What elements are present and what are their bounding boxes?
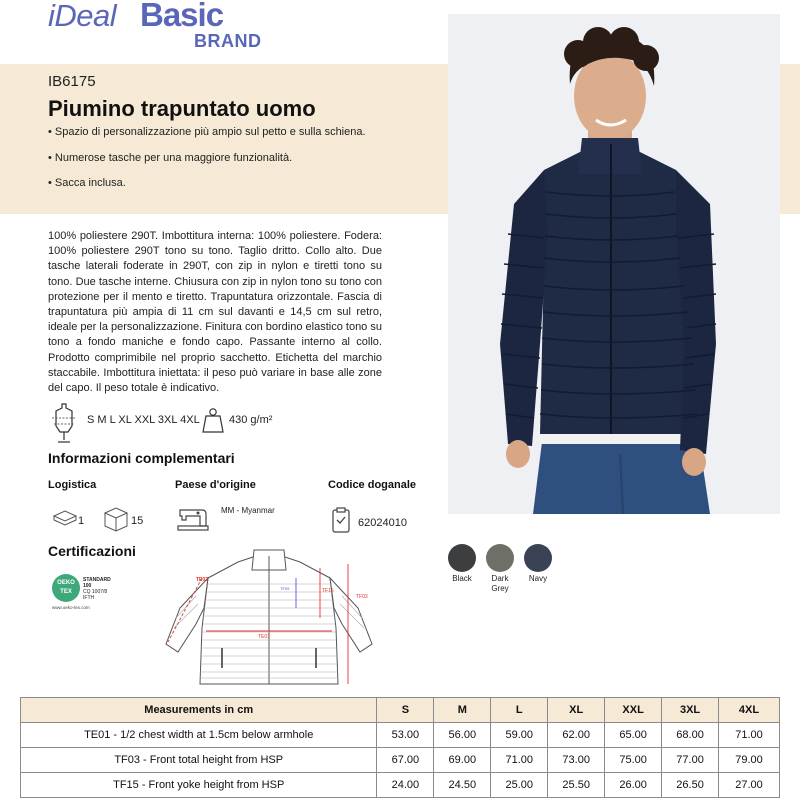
swatch-dark-grey <box>486 544 514 572</box>
table-row <box>21 773 780 798</box>
standard-line: 100 <box>83 583 92 589</box>
oeko-tex-logo <box>52 574 80 602</box>
product-photo <box>448 14 780 514</box>
col-header: 3XL <box>662 698 719 723</box>
table-cell: 56.00 <box>434 723 491 748</box>
table-cell: 62.00 <box>548 723 605 748</box>
col-header: XL <box>548 698 605 723</box>
customs-clipboard-icon <box>331 506 351 534</box>
row-label: TF03 - Front total height from HSP <box>21 748 377 773</box>
origin-label: Paese d'origine <box>175 479 256 491</box>
table-cell: 73.00 <box>548 748 605 773</box>
table-cell: 65.00 <box>605 723 662 748</box>
product-description: 100% poliestere 290T. Imbottitura interna: 100% poliestere. Fodera: 100% poliestere 290T tono su tono. Taglio dritto. Collo alto. Due tasche laterali foderate in 290T, con zip in nylon e tiretti tono su tono. Due tasche interne. Chiusura con zip in nylon tono su tono con protezione per il mento e tiretto. Trapuntatura orizzontale. Fascia di trapuntatura più ampia di 11 cm sul davanti e 14,5 cm sul retro, ideale per la personalizzazione. Finitura con bordino elastico tono su tono a fondo maniche e fondo capo. Passante interno al collo. Prodotto comprimibile nel proprio sacchetto. Etichetta del marchio staccabile. Imbottitura iniettata: il peso può variare in base alle zone del capo. Il peso totale è indicativo. <box>48 230 382 395</box>
oeko-tex-standard <box>83 577 123 601</box>
product-title: Piumino trapuntato uomo <box>48 96 316 121</box>
table-row <box>21 723 780 748</box>
feature-item: • Spazio di personalizzazione più ampio sul petto e sulla schiena. <box>48 126 366 138</box>
feature-item: • Sacca inclusa. <box>48 177 126 189</box>
jacket-technical-drawing <box>160 548 378 688</box>
logistics-label: Logistica <box>48 479 97 491</box>
table-cell: 53.00 <box>377 723 434 748</box>
table-row <box>21 748 780 773</box>
customs-label: Codice doganale <box>328 479 417 491</box>
brand-logo <box>48 0 268 56</box>
logo-ideal-text: iDeal <box>48 0 117 33</box>
standard-line: IFTH <box>83 595 95 601</box>
customs-value: 62024010 <box>358 517 407 529</box>
te01-label: TE01 <box>258 634 270 640</box>
table-cell: 25.00 <box>491 773 548 798</box>
tf09-label: TF09 <box>280 586 290 591</box>
table-cell: 71.00 <box>719 723 780 748</box>
standard-line: STANDARD <box>83 577 111 583</box>
col-header: S <box>377 698 434 723</box>
fabric-weight: 430 g/m² <box>229 414 273 426</box>
table-cell: 59.00 <box>491 723 548 748</box>
model-jacket-illustration <box>448 14 780 514</box>
table-cell: 71.00 <box>491 748 548 773</box>
sewing-machine-icon <box>176 504 210 532</box>
measurements-table <box>20 697 780 798</box>
col-header: Measurements in cm <box>21 698 377 723</box>
table-cell: 26.00 <box>605 773 662 798</box>
col-header: L <box>491 698 548 723</box>
logo-brand-text: BRAND <box>194 31 262 51</box>
tf15-label: TF15 <box>322 588 334 594</box>
single-pack-qty: 1 <box>78 515 85 527</box>
swatch-black <box>448 544 476 572</box>
col-header: 4XL <box>719 698 780 723</box>
col-header: M <box>434 698 491 723</box>
table-cell: 67.00 <box>377 748 434 773</box>
row-label: TF15 - Front yoke height from HSP <box>21 773 377 798</box>
swatch-label: Dark Grey <box>491 574 509 593</box>
weight-icon <box>201 406 225 434</box>
mannequin-icon <box>50 402 78 444</box>
carton-qty: 15 <box>131 515 144 527</box>
origin-value: MM - Myanmar <box>221 506 275 515</box>
cert-heading: Certificazioni <box>48 543 136 559</box>
table-cell: 26.50 <box>662 773 719 798</box>
oeko-tex-url: www.oeko-tex.com <box>52 605 90 610</box>
carton-box-icon <box>102 505 130 533</box>
info-heading: Informazioni complementari <box>48 450 235 466</box>
logo-basic-text: Basic <box>140 0 224 33</box>
standard-line: CQ 1007/8 <box>83 589 108 595</box>
product-code: IB6175 <box>48 73 96 90</box>
table-cell: 77.00 <box>662 748 719 773</box>
col-header: XXL <box>605 698 662 723</box>
table-cell: 79.00 <box>719 748 780 773</box>
single-pack-icon <box>52 508 78 526</box>
size-range: S M L XL XXL 3XL 4XL <box>87 414 200 426</box>
swatch-navy <box>524 544 552 572</box>
tf03-label: TF03 <box>356 594 368 600</box>
row-label: TE01 - 1/2 chest width at 1.5cm below armhole <box>21 723 377 748</box>
table-cell: 27.00 <box>719 773 780 798</box>
table-cell: 68.00 <box>662 723 719 748</box>
table-cell: 69.00 <box>434 748 491 773</box>
oeko-tex-logo-text: OEKO TEX <box>57 580 75 595</box>
swatch-label: Navy <box>528 574 548 583</box>
table-cell: 24.00 <box>377 773 434 798</box>
swatch-label: Black <box>452 574 472 583</box>
feature-item: • Numerose tasche per una maggiore funzionalità. <box>48 152 293 164</box>
table-cell: 25.50 <box>548 773 605 798</box>
table-cell: 75.00 <box>605 748 662 773</box>
te02-label: TE02 <box>196 577 208 583</box>
table-header-row <box>21 698 780 723</box>
table-cell: 24.50 <box>434 773 491 798</box>
